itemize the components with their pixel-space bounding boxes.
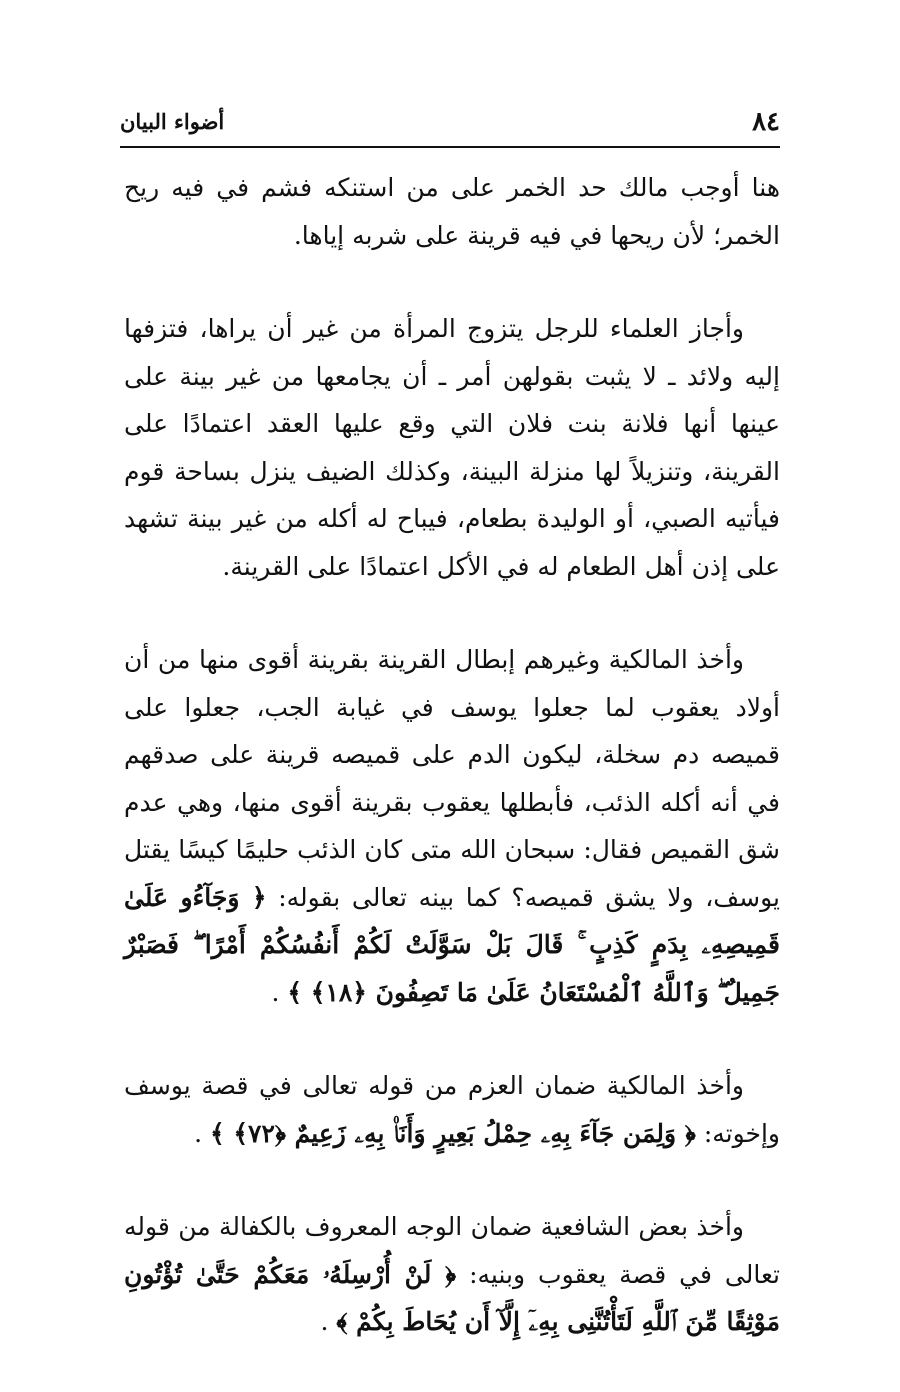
paragraph-tail: . bbox=[320, 1307, 329, 1336]
running-title: أضواء البيان bbox=[120, 109, 225, 134]
page-number: ٨٤ bbox=[752, 107, 780, 137]
paragraph-4 bbox=[124, 1062, 780, 1157]
header-rule bbox=[120, 146, 780, 148]
paragraph-tail: . bbox=[271, 977, 280, 1007]
paragraph-5 bbox=[124, 1203, 780, 1346]
paragraph-text: وأخذ المالكية ضمان العزم من قوله تعالى في قصة يوسف وإخوته: bbox=[124, 1071, 780, 1148]
paragraph-text: هنا أوجب مالك حد الخمر على من استنكه فشم في فيه ريح الخمر؛ لأن ريحها في فيه قرينة على شربه إياها. bbox=[124, 173, 780, 250]
paragraph-2 bbox=[124, 305, 780, 590]
quran-verse: ﴿ وَلِمَن جَآءَ بِهِۦ حِمْلُ بَعِيرٍ وَأَنَا۠ بِهِۦ زَعِيمٌ ﴿٧٢﴾ ﴾ bbox=[210, 1118, 696, 1148]
paragraph-3 bbox=[124, 636, 780, 1016]
paragraph-1 bbox=[124, 164, 780, 259]
paragraph-tail: . bbox=[194, 1118, 203, 1148]
quran-verse: ﴿ وَجَآءُو عَلَىٰ قَمِيصِهِۦ بِدَمٍ كَذِبٍ ۚ قَالَ بَلْ سَوَّلَتْ لَكُمْ أَنفُسُكُمْ أَمْرًا ۖ فَصَبْرٌ جَمِيلٌ ۖ وَٱللَّهُ ٱلْمُسْتَعَانُ عَلَىٰ مَا تَصِفُونَ ﴿١٨﴾ ﴾ bbox=[124, 882, 780, 1007]
page-header bbox=[120, 104, 780, 148]
quran-verse: ﴿ لَنْ أُرْسِلَهُۥ مَعَكُمْ حَتَّىٰ تُؤْتُونِ مَوْثِقًا مِّنَ ٱللَّهِ لَتَأْتُنَّنِى بِهِۦٓ إِلَّآ أَن يُحَاطَ بِكُمْ ﴾ bbox=[124, 1259, 780, 1336]
paragraph-text: وأخذ المالكية وغيرهم إبطال القرينة بقرينة أقوى منها من أن أولاد يعقوب لما جعلوا يوسف في غيابة الجب، جعلوا على قميصه دم سخلة، ليكون الدم على قميصه قرينة على صدقهم في أنه أكله الذئب، فأبطلها يعقوب بقرينة أقوى منها، وهي عدم شق القميص فقال: سبحان الله متى كان الذئب حليمًا كيسًا يقتل يوسف، ولا يشق قميصه؟ كما بينه تعالى بقوله: bbox=[124, 645, 780, 912]
paragraph-text: وأخذ بعض الشافعية ضمان الوجه المعروف بالكفالة من قوله تعالى في قصة يعقوب وبنيه: bbox=[124, 1212, 780, 1289]
paragraph-text: وأجاز العلماء للرجل يتزوج المرأة من غير أن يراها، فتزفها إليه ولائد ـ لا يثبت بقولهن أمر ـ أن يجامعها من غير بينة على عينها أنها فلانة بنت فلان التي وقع عليها العقد اعتمادًا على القرينة، وتنزيلاً لها منزلة البينة، وكذلك الضيف ينزل بساحة قوم فيأتيه الصبي، أو الوليدة بطعام، فيباح له أكله من غير بينة تشهد على إذن أهل الطعام له في الأكل اعتمادًا على القرينة. bbox=[124, 314, 780, 581]
page-body bbox=[124, 164, 780, 1392]
